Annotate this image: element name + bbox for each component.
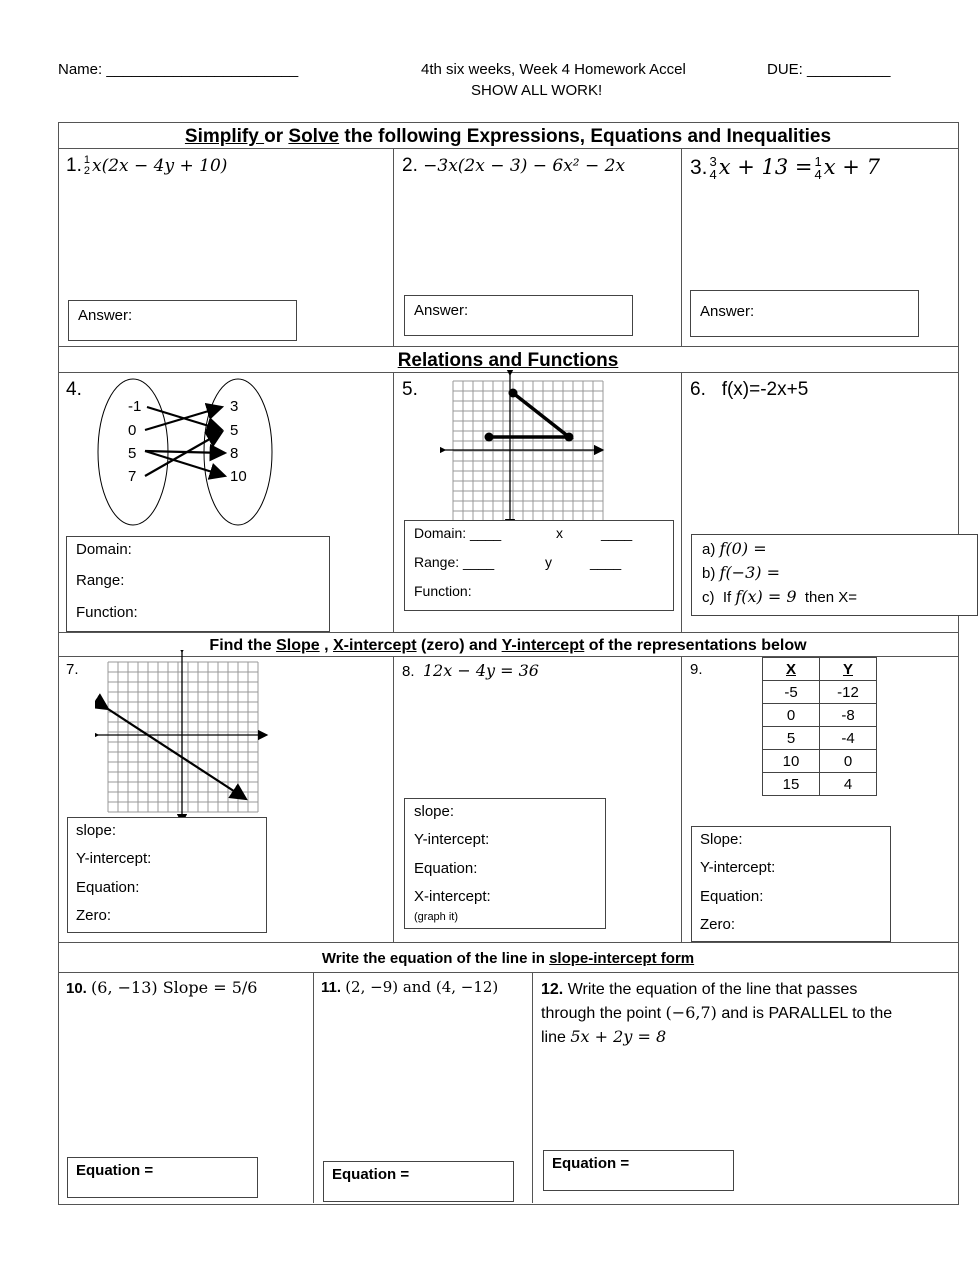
answer-box-1[interactable] (68, 300, 297, 341)
table-row (763, 727, 877, 750)
fraction (815, 155, 822, 181)
table-cell: 4 (820, 773, 877, 796)
title-part: Write the equation of the line in (321, 950, 550, 967)
table-cell: -5 (763, 681, 820, 704)
slope-label: Slope: (700, 831, 743, 848)
expression: x + 13 = (718, 155, 813, 179)
equation-label: Equation = (332, 1166, 410, 1183)
equation-box-10[interactable] (67, 1157, 258, 1198)
problem-number: 10. (66, 980, 87, 997)
title-part: Solve (288, 126, 340, 147)
equation-label: Equation: (700, 888, 764, 905)
problem-number: 5. (402, 379, 418, 400)
problem-10 (66, 978, 257, 997)
problem-number: 8. (402, 663, 415, 680)
domain-value: 7 (128, 468, 137, 485)
problem-number: 3. (690, 156, 708, 179)
point (565, 433, 574, 442)
slope-label: slope: (414, 803, 455, 820)
denominator: 4 (814, 167, 822, 183)
mapping-diagram (90, 370, 280, 530)
text: and is PARALLEL to the (716, 1005, 893, 1022)
denominator: 2 (83, 165, 90, 177)
part-label: b) (702, 565, 716, 582)
divider (681, 372, 682, 632)
text: through the point (541, 1005, 666, 1022)
equation-box-11[interactable] (323, 1161, 514, 1202)
title-part: slope-intercept form (549, 950, 695, 967)
expression: f(−3) = (719, 563, 780, 582)
equation-label: Equation: (414, 860, 478, 877)
range-value: 5 (230, 422, 239, 439)
table-row (763, 773, 877, 796)
expression: 12x − 4y = 36 (422, 661, 539, 680)
part-label: c) (702, 589, 715, 606)
divider (532, 972, 533, 1203)
x-label: x (556, 525, 563, 541)
blank: ____ (590, 554, 622, 570)
answer-box-2[interactable] (404, 295, 633, 336)
title-part: X-intercept (332, 637, 417, 654)
divider (393, 656, 394, 942)
table-row (763, 681, 877, 704)
problem-number: 7. (66, 661, 79, 678)
problem-2 (402, 155, 625, 177)
table-row (763, 750, 877, 773)
note: (graph it) (414, 911, 459, 923)
problem-8 (402, 661, 539, 680)
title-text: Relations and Functions (397, 350, 619, 371)
domain-label: Domain: ____ (414, 525, 502, 541)
table-header: X (763, 658, 820, 681)
function-label: Function: (414, 583, 472, 599)
equation-box-12[interactable] (543, 1150, 734, 1191)
text: line (541, 1029, 571, 1046)
table-cell: 15 (763, 773, 820, 796)
title-part: Find the (209, 637, 277, 654)
divider (58, 942, 958, 943)
problem-3 (690, 155, 880, 181)
y-label: y (545, 554, 552, 570)
domain-value: 0 (128, 422, 137, 439)
problem-number: 6. (690, 379, 706, 400)
zero-label: Zero: (76, 907, 112, 924)
answer-label: Answer: (414, 302, 469, 319)
slope-label: slope: (76, 822, 117, 839)
expression: x + 7 (823, 155, 880, 179)
section-title-simplify (58, 126, 958, 148)
coordinate-graph-7 (95, 650, 270, 825)
problem-11 (321, 978, 498, 996)
expression: (2, −9) and (4, −12) (345, 978, 499, 996)
answer-box-4[interactable] (66, 536, 330, 632)
instructions: SHOW ALL WORK! (471, 82, 603, 99)
problem-number: 9. (690, 661, 703, 678)
table-cell: -12 (820, 681, 877, 704)
divider (58, 148, 958, 149)
divider (58, 632, 958, 633)
title-part: Simplify (184, 126, 265, 147)
equation-label: Equation = (76, 1162, 154, 1179)
expression: f(0) = (719, 539, 767, 558)
problem-number: 11. (321, 979, 342, 996)
answer-box-5[interactable] (404, 520, 674, 611)
denominator: 4 (709, 167, 717, 183)
range-label: Range: (76, 572, 125, 589)
domain-value: -1 (128, 398, 142, 415)
answer-box-8[interactable] (404, 798, 606, 929)
divider (313, 972, 314, 1203)
text: If (722, 589, 732, 606)
domain-label: Domain: (76, 541, 132, 558)
title-part: the following Expressions, Equations and Inequalities (339, 126, 832, 147)
expression: −3x(2x − 3) − 6x² − 2x (423, 156, 626, 176)
answer-label: Answer: (78, 307, 133, 324)
numerator: 1 (83, 154, 90, 166)
part-label: a) (702, 541, 716, 558)
equation-label: Equation: (76, 879, 140, 896)
problem-number: 2. (402, 155, 418, 176)
table-cell: 10 (763, 750, 820, 773)
divider (58, 972, 958, 973)
worksheet-title: 4th six weeks, Week 4 Homework Accel (421, 61, 686, 78)
problem-number: 4. (66, 379, 82, 400)
section-title-relations (58, 350, 958, 372)
relation-segments (489, 393, 569, 437)
y-intercept-label: Y-intercept: (76, 850, 152, 867)
fraction (710, 155, 717, 181)
text: Write the equation of the line that passes (563, 981, 858, 998)
coordinate-graph-5 (440, 370, 610, 530)
range-value: 10 (230, 468, 247, 485)
divider (681, 148, 682, 346)
table-cell: -4 (820, 727, 877, 750)
y-intercept-label: Y-intercept: (414, 831, 490, 848)
title-part: Slope (276, 637, 320, 654)
range-value: 8 (230, 445, 239, 462)
range-label: Range: ____ (414, 554, 495, 570)
expression: f(x) = 9 (735, 587, 797, 606)
title-part: or (264, 126, 289, 147)
fraction (84, 155, 90, 177)
problem-number: 12. (541, 981, 564, 998)
answer-label: Answer: (700, 303, 755, 320)
xy-table (762, 657, 877, 796)
table-cell: 5 (763, 727, 820, 750)
function-label: Function: (76, 604, 138, 621)
problem-1 (66, 155, 227, 177)
section-title-slope-intercept (58, 950, 958, 967)
divider (58, 346, 958, 347)
y-intercept-label: Y-intercept: (700, 859, 776, 876)
numerator: 3 (709, 154, 717, 170)
function-definition: f(x)=-2x+5 (721, 379, 809, 400)
numerator: 1 (814, 154, 822, 170)
divider (393, 372, 394, 632)
divider (393, 148, 394, 346)
expression: 5x + 2y = 8 (570, 1027, 667, 1046)
domain-value: 5 (128, 445, 137, 462)
table-cell: 0 (820, 750, 877, 773)
divider (681, 656, 682, 942)
equation-label: Equation = (552, 1155, 630, 1172)
title-part: of the representations below (584, 637, 807, 654)
name-field: Name: _______________________ (58, 61, 299, 78)
table-cell: -8 (820, 704, 877, 727)
expression: (6, −13) Slope = 5/6 (91, 978, 258, 997)
point (485, 433, 494, 442)
range-value: 3 (230, 398, 239, 415)
expression: (−6,7) (665, 1003, 717, 1022)
answer-box-9[interactable] (691, 826, 891, 942)
answer-box-3[interactable] (690, 290, 919, 337)
blank: ____ (601, 525, 633, 541)
text: then X= (804, 589, 858, 606)
problem-number: 1. (66, 155, 82, 177)
problem-6 (690, 379, 808, 401)
zero-label: Zero: (700, 916, 736, 933)
table-row (763, 704, 877, 727)
table-header: Y (820, 658, 877, 681)
problem-12 (541, 978, 892, 1049)
arrow (145, 451, 225, 476)
expression: x(2x − 4y + 10) (91, 156, 228, 177)
due-field: DUE: __________ (767, 61, 891, 78)
answer-box-6[interactable] (691, 534, 978, 616)
title-part: (zero) and (416, 637, 502, 654)
title-part: , (319, 637, 333, 654)
x-intercept-label: X-intercept: (414, 888, 491, 905)
answer-box-7[interactable] (67, 817, 267, 933)
title-part: Y-intercept (501, 637, 585, 654)
point (509, 389, 518, 398)
table-cell: 0 (763, 704, 820, 727)
